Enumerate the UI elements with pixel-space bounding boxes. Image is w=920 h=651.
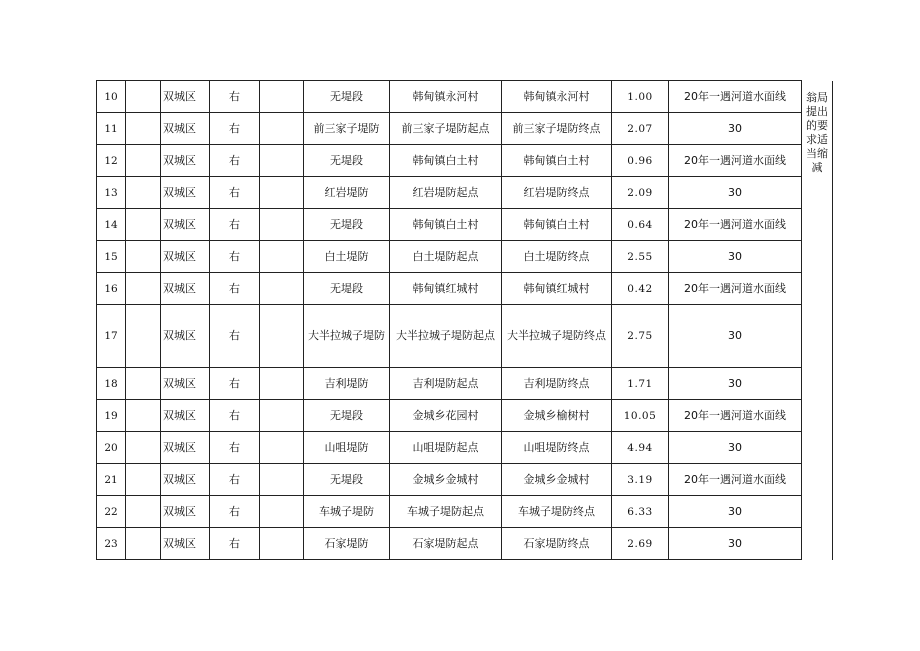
cell-no: 18	[97, 368, 126, 400]
cell-length: 2.69	[612, 528, 669, 560]
cell-blank	[260, 209, 304, 241]
remark-line: 的要	[806, 118, 828, 132]
cell-start-point: 山咀堤防起点	[390, 432, 502, 464]
cell-bank: 右	[210, 368, 260, 400]
table-row	[97, 528, 833, 560]
cell-start-point: 红岩堤防起点	[390, 177, 502, 209]
cell-length: 2.09	[612, 177, 669, 209]
table-row	[97, 273, 833, 305]
table-row	[97, 400, 833, 432]
cell-no: 20	[97, 432, 126, 464]
cell-blank	[260, 177, 304, 209]
cell-district: 双城区	[161, 145, 210, 177]
cell-length: 1.71	[612, 368, 669, 400]
cell-blank	[126, 113, 161, 145]
cell-district: 双城区	[161, 273, 210, 305]
cell-standard: 30	[669, 241, 802, 273]
cell-standard: 30	[669, 177, 802, 209]
cell-bank: 右	[210, 305, 260, 368]
cell-blank	[126, 145, 161, 177]
cell-standard: 30	[669, 368, 802, 400]
table-row	[97, 145, 833, 177]
cell-standard: 30	[669, 528, 802, 560]
cell-levee-name: 白土堤防	[304, 241, 390, 273]
cell-blank	[126, 432, 161, 464]
cell-standard: 30	[669, 432, 802, 464]
table-row	[97, 209, 833, 241]
cell-blank	[126, 305, 161, 368]
cell-blank	[260, 305, 304, 368]
remark-line: 减	[811, 160, 823, 174]
cell-blank	[260, 432, 304, 464]
cell-bank: 右	[210, 273, 260, 305]
remark-line: 当缩	[806, 146, 828, 160]
cell-blank	[260, 273, 304, 305]
cell-end-point: 韩甸镇白土村	[502, 209, 612, 241]
cell-blank	[126, 273, 161, 305]
cell-blank	[126, 528, 161, 560]
cell-length: 2.75	[612, 305, 669, 368]
cell-blank	[260, 528, 304, 560]
cell-levee-name: 红岩堤防	[304, 177, 390, 209]
cell-no: 22	[97, 496, 126, 528]
cell-blank	[260, 496, 304, 528]
cell-start-point: 白土堤防起点	[390, 241, 502, 273]
cell-end-point: 韩甸镇永河村	[502, 81, 612, 113]
levee-table	[96, 80, 833, 560]
cell-levee-name: 吉利堤防	[304, 368, 390, 400]
cell-district: 双城区	[161, 113, 210, 145]
cell-bank: 右	[210, 241, 260, 273]
cell-length: 0.42	[612, 273, 669, 305]
cell-start-point: 韩甸镇永河村	[390, 81, 502, 113]
cell-length: 10.05	[612, 400, 669, 432]
cell-levee-name: 前三家子堤防	[304, 113, 390, 145]
table-body	[97, 81, 833, 560]
cell-levee-name: 山咀堤防	[304, 432, 390, 464]
cell-start-point: 韩甸镇红城村	[390, 273, 502, 305]
cell-end-point: 石家堤防终点	[502, 528, 612, 560]
cell-no: 16	[97, 273, 126, 305]
cell-end-point: 红岩堤防终点	[502, 177, 612, 209]
cell-end-point: 韩甸镇红城村	[502, 273, 612, 305]
table-row	[97, 496, 833, 528]
cell-blank	[260, 113, 304, 145]
cell-length: 6.33	[612, 496, 669, 528]
cell-bank: 右	[210, 496, 260, 528]
table-row	[97, 241, 833, 273]
cell-standard: 30	[669, 113, 802, 145]
cell-length: 1.00	[612, 81, 669, 113]
cell-standard: 30	[669, 305, 802, 368]
cell-levee-name: 石家堤防	[304, 528, 390, 560]
cell-bank: 右	[210, 113, 260, 145]
cell-district: 双城区	[161, 464, 210, 496]
cell-levee-name: 无堤段	[304, 273, 390, 305]
cell-start-point: 吉利堤防起点	[390, 368, 502, 400]
remark-line: 求适	[806, 132, 828, 146]
cell-no: 21	[97, 464, 126, 496]
cell-length: 0.96	[612, 145, 669, 177]
cell-bank: 右	[210, 432, 260, 464]
cell-no: 15	[97, 241, 126, 273]
cell-blank	[260, 368, 304, 400]
cell-district: 双城区	[161, 177, 210, 209]
cell-start-point: 车城子堤防起点	[390, 496, 502, 528]
cell-start-point: 金城乡金城村	[390, 464, 502, 496]
cell-no: 12	[97, 145, 126, 177]
cell-blank	[126, 209, 161, 241]
cell-end-point: 山咀堤防终点	[502, 432, 612, 464]
table-row	[97, 305, 833, 368]
cell-district: 双城区	[161, 241, 210, 273]
cell-district: 双城区	[161, 400, 210, 432]
cell-end-point: 前三家子堤防终点	[502, 113, 612, 145]
cell-no: 17	[97, 305, 126, 368]
cell-district: 双城区	[161, 432, 210, 464]
cell-levee-name: 车城子堤防	[304, 496, 390, 528]
cell-end-point: 大半拉城子堤防终点	[502, 305, 612, 368]
cell-blank	[126, 400, 161, 432]
cell-end-point: 金城乡金城村	[502, 464, 612, 496]
cell-bank: 右	[210, 464, 260, 496]
cell-end-point: 车城子堤防终点	[502, 496, 612, 528]
table-row	[97, 113, 833, 145]
cell-district: 双城区	[161, 368, 210, 400]
cell-district: 双城区	[161, 209, 210, 241]
table-row	[97, 368, 833, 400]
cell-length: 3.19	[612, 464, 669, 496]
cell-blank	[126, 177, 161, 209]
cell-length: 2.55	[612, 241, 669, 273]
cell-start-point: 韩甸镇白土村	[390, 145, 502, 177]
cell-blank	[260, 81, 304, 113]
cell-blank	[126, 464, 161, 496]
cell-remark	[802, 81, 833, 560]
cell-no: 13	[97, 177, 126, 209]
cell-blank	[260, 464, 304, 496]
cell-standard: 20年一遇河道水面线	[669, 273, 802, 305]
cell-standard: 20年一遇河道水面线	[669, 209, 802, 241]
cell-standard: 20年一遇河道水面线	[669, 400, 802, 432]
cell-start-point: 石家堤防起点	[390, 528, 502, 560]
cell-blank	[126, 241, 161, 273]
cell-levee-name: 无堤段	[304, 145, 390, 177]
cell-no: 14	[97, 209, 126, 241]
cell-district: 双城区	[161, 305, 210, 368]
cell-levee-name: 大半拉城子堤防	[304, 305, 390, 368]
cell-levee-name: 无堤段	[304, 209, 390, 241]
cell-bank: 右	[210, 528, 260, 560]
table-row	[97, 432, 833, 464]
cell-blank	[260, 400, 304, 432]
cell-start-point: 前三家子堤防起点	[390, 113, 502, 145]
cell-length: 0.64	[612, 209, 669, 241]
cell-levee-name: 无堤段	[304, 81, 390, 113]
cell-start-point: 韩甸镇白土村	[390, 209, 502, 241]
cell-blank	[126, 496, 161, 528]
cell-blank	[260, 241, 304, 273]
cell-bank: 右	[210, 209, 260, 241]
cell-district: 双城区	[161, 496, 210, 528]
cell-end-point: 白土堤防终点	[502, 241, 612, 273]
cell-length: 2.07	[612, 113, 669, 145]
cell-no: 23	[97, 528, 126, 560]
cell-start-point: 金城乡花园村	[390, 400, 502, 432]
cell-standard: 20年一遇河道水面线	[669, 464, 802, 496]
cell-start-point: 大半拉城子堤防起点	[390, 305, 502, 368]
table-row	[97, 177, 833, 209]
cell-bank: 右	[210, 177, 260, 209]
cell-end-point: 韩甸镇白土村	[502, 145, 612, 177]
remark-line: 提出	[806, 104, 828, 118]
cell-bank: 右	[210, 400, 260, 432]
cell-standard: 30	[669, 496, 802, 528]
cell-end-point: 吉利堤防终点	[502, 368, 612, 400]
cell-blank	[126, 81, 161, 113]
cell-end-point: 金城乡榆树村	[502, 400, 612, 432]
cell-blank	[260, 145, 304, 177]
cell-district: 双城区	[161, 528, 210, 560]
cell-levee-name: 无堤段	[304, 464, 390, 496]
table-row	[97, 81, 833, 113]
remark-line: 翁局	[806, 90, 828, 104]
cell-bank: 右	[210, 81, 260, 113]
cell-levee-name: 无堤段	[304, 400, 390, 432]
cell-length: 4.94	[612, 432, 669, 464]
cell-no: 10	[97, 81, 126, 113]
cell-district: 双城区	[161, 81, 210, 113]
cell-bank: 右	[210, 145, 260, 177]
cell-standard: 20年一遇河道水面线	[669, 81, 802, 113]
cell-no: 11	[97, 113, 126, 145]
cell-no: 19	[97, 400, 126, 432]
cell-blank	[126, 368, 161, 400]
table-row	[97, 464, 833, 496]
cell-standard: 20年一遇河道水面线	[669, 145, 802, 177]
